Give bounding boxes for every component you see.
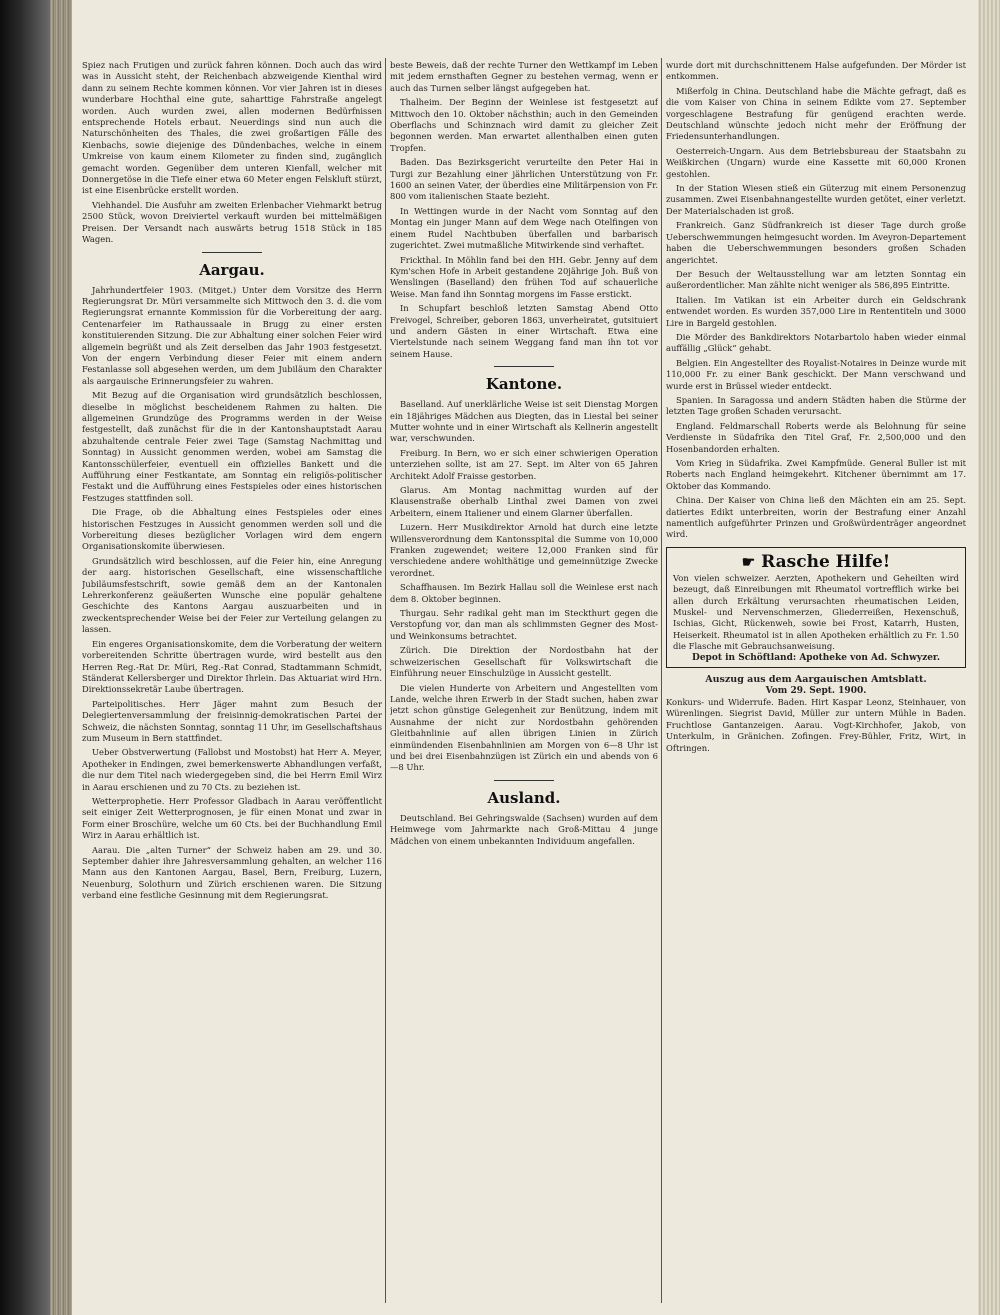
section-divider	[202, 252, 262, 253]
article-paragraph: In Schupfart beschloß letzten Samstag Abend Otto Freivogel, Schreiber, geboren 1863, unverheiratet, gutsituiert und andern Gästen in einer Wirtschaft. Etwa eine Viertelstunde nach seinem Weggang fand man ihn tot vor seinem Hause.	[390, 303, 658, 359]
column-2	[390, 60, 658, 1300]
article-paragraph: beste Beweis, daß der rechte Turner den Wettkampf im Leben mit jedem ernsthaften Gegner zu bestehen vermag, wenn er auch das Turnen selber längst aufgegeben hat.	[390, 60, 658, 93]
article-paragraph: Vom Krieg in Südafrika. Zwei Kampfmüde. General Buller ist mit Roberts nach England heimgekehrt. Kitchener übernimmt am 17. Oktober das Kommando.	[666, 458, 966, 491]
amtsblatt-heading: Auszug aus dem Aargauischen Amtsblatt.	[705, 674, 927, 686]
section-heading-aargau: Aargau.	[199, 260, 265, 279]
article-paragraph: Aarau. Die „alten Turner“ der Schweiz haben am 29. und 30. September dahier ihre Jahresversammlung gehalten, an welcher 116 Mann aus den Kantonen Aargau, Basel, Bern, Freiburg, Luzern, Neuenburg, Solothurn und Zürich erschienen waren. Die Sitzung verband eine festliche Gesinnung mit dem Regierungsrat.	[82, 844, 382, 901]
article-paragraph: Die vielen Hunderte von Arbeitern und Angestellten vom Lande, welche ihren Erwerb in der Stadt suchen, haben zwar jetzt schon günstige Gelegenheit zur Benützung, indem mit Ausnahme der nicht zur Nordostbahn gehörenden Gleitbahnlinie auf allen übrigen Linien in Zürich einmündenden Eisenbahnlinien am Morgen von 6—8 Uhr ist und bei drei Eisenbahnzügen ist Zürich ein und abends von 6—8 Uhr.	[390, 682, 658, 773]
article-paragraph: Thalheim. Der Beginn der Weinlese ist festgesetzt auf Mittwoch den 10. Oktober nächsthin; auch in den Gemeinden Oberflachs und Schinznach wird damit zu gleicher Zeit begonnen werden. Man erwartet allenthalben einen guten Tropfen.	[390, 97, 658, 153]
column-rule	[661, 58, 662, 1303]
column-3	[666, 60, 966, 1300]
article-paragraph: Der Besuch der Weltausstellung war am letzten Sonntag ein außerordentlicher. Man zählte nicht weniger als 586,895 Eintritte.	[666, 268, 966, 291]
advertisement-title	[673, 551, 959, 573]
article-paragraph: Spiez nach Frutigen und zurück fahren können. Doch auch das wird was in Aussicht steht, der Reichenbach abzweigende Kienthal wird dann zu seinem Rechte kommen können. Vor vier Jahren ist in dieses wunderbare Hochthal eine gute, saharttige Fahrstraße angelegt worden. Auch wurden zwei, allen modernen Bedürfnissen entsprechende Hotels erbaut. Neuerdings sind nun auch die Naturschönheiten des Thales, die zwei großartigen Fälle des Kienbachs, sowie diejenige des Dündenbaches, welche in einem Umkreise von kaum einem Kilometer zu finden sind, zugänglich gemacht worden. Gegenüber dem unteren Kienfall, welcher mit Donnergetöse in die Tiefe einer etwa 60 Meter engen Felskluft stürzt, ist eine Eisenbrücke erstellt worden.	[82, 60, 382, 196]
pointing-hand-icon: ☛	[741, 552, 756, 571]
article-paragraph: Frickthal. In Möhlin fand bei den HH. Gebr. Jenny auf dem Kym'schen Hofe in Arbeit gestandene 20jährige Joh. Buß von Wenslingen (Baselland) den frühen Tod auf schauerliche Weise. Man fand ihn Sonntag morgens im Fasse erstickt.	[390, 254, 658, 299]
article-paragraph: Die Mörder des Bankdirektors Notarbartolo haben wieder einmal auffällig „Glück“ gehabt.	[666, 331, 966, 354]
page-edge-right	[978, 0, 1000, 1315]
section-divider	[494, 780, 554, 781]
amtsblatt-body: Konkurs- und Widerrufe. Baden. Hirt Kaspar Leonz, Steinhauer, von Würenlingen. Siegrist David, Müller zur untern Mühle in Baden. Fruchtlose Gantanzeigen. Aarau. Vogt-Kirchhofer, Jakob, von Unterkulm, in Gränichen. Zofingen. Frey-Bühler, Fritz, Wirt, in Oftringen.	[666, 696, 966, 753]
article-paragraph: Parteipolitisches. Herr Jäger mahnt zum Besuch der Delegiertenversammlung der freisinnig-demokratischen Partei der Schweiz, die nächsten Sonntag, sonntag 11 Uhr, im Gesellschaftshaus zum Museum in Bern stattfindet.	[82, 698, 382, 743]
section-heading-ausland: Ausland.	[487, 788, 561, 807]
article-paragraph: Baden. Das Bezirksgericht verurteilte den Peter Hai in Turgi zur Bezahlung einer jährlichen Unterstützung von Fr. 1600 an seinen Vater, der überdies eine Militärpension von Fr. 800 vom italienischen Staate bezieht.	[390, 157, 658, 202]
article-paragraph: Luzern. Herr Musikdirektor Arnold hat durch eine letzte Willensverordnung dem Kantonsspital die Summe von 10,000 Franken zugewendet; weitere 12,000 Franken sind für verschiedene andere wohlthätige und gemeinnützige Zwecke verordnet.	[390, 522, 658, 578]
article-paragraph: England. Feldmarschall Roberts werde als Belohnung für seine Verdienste in Südafrika den Titel Graf, Fr. 2,500,000 und den Hosenbandorden erhalten.	[666, 420, 966, 454]
article-paragraph: Ueber Obstverwertung (Fallobst und Mostobst) hat Herr A. Meyer, Apotheker in Endingen, zwei bemerkenswerte Abhandlungen verfaßt, die nur dem Titel nach wiedergegeben sind, die bei Herrn Emil Wirz in Aarau erschienen und zu 70 Cts. zu beziehen ist.	[82, 747, 382, 792]
page-edge-left	[50, 0, 72, 1315]
article-paragraph: Deutschland. Bei Gehringswalde (Sachsen) wurden auf dem Heimwege vom Jahrmarkte nach Groß-Mittau 4 junge Mädchen von einem unbekannten Individuum angefallen.	[390, 812, 658, 846]
article-paragraph: Wetterprophetie. Herr Professor Gladbach in Aarau veröffentlicht seit einiger Zeit Wetterprognosen, je für einen Monat und zwar in Form einer Broschüre, welche um 60 Cts. bei der Buchhandlung Emil Wirz in Aarau erhältlich ist.	[82, 795, 382, 841]
advertisement-footer: Depot in Schöftland: Apotheke von Ad. Schwyzer.	[692, 652, 940, 663]
article-paragraph: Oesterreich-Ungarn. Aus dem Betriebsbureau der Staatsbahn zu Weißkirchen (Ungarn) wurde eine Kassette mit 60,000 Kronen gestohlen.	[666, 145, 966, 179]
article-paragraph: Italien. Im Vatikan ist ein Arbeiter durch ein Geldschrank entwendet worden. Es wurden 357,000 Lire in Rententiteln und 3000 Lire in Bargeld gestohlen.	[666, 294, 966, 328]
article-paragraph: Jahrhundertfeier 1903. (Mitget.) Unter dem Vorsitze des Herrn Regierungsrat Dr. Müri versammelte sich Mittwoch den 3. d. die vom Regierungsrat ernannte Kommission für die Vorbereitung der aarg. Centenarfeier im Rathaussaale in Brugg zu einer ersten konstituierenden Sitzung. Die zur Abhaltung einer solchen Feier wird allgemein begrüßt und als Zeit derselben das Jahr 1903 festgesetzt. Von der engern Verbindung dieser Feier mit einem andern Festanlasse soll abgesehen werden, um dem Jubiläum den Charakter als aargauische Erinnerungsfeier zu wahren.	[82, 284, 382, 386]
newspaper-page	[72, 0, 978, 1315]
article-paragraph: wurde dort mit durchschnittenem Halse aufgefunden. Der Mörder ist entkommen.	[666, 60, 966, 82]
article-paragraph: Viehhandel. Die Ausfuhr am zweiten Erlenbacher Viehmarkt betrug 2500 Stück, wovon Dreiviertel verkauft wurden bei mittelmäßigen Preisen. Der Versandt nach auswärts betrug 1518 Stück in 185 Wagen.	[82, 199, 382, 245]
article-paragraph: In der Station Wiesen stieß ein Güterzug mit einem Personenzug zusammen. Zwei Eisenbahnangestellte wurden getötet, einer verletzt. Der Materialschaden ist groß.	[666, 183, 966, 216]
article-paragraph: Spanien. In Saragossa und andern Städten haben die Stürme der letzten Tage großen Schaden verursacht.	[666, 394, 966, 417]
article-paragraph: Die Frage, ob die Abhaltung eines Festspieles oder eines historischen Festzuges in Aussicht genommen werden soll und die Vorbereitung dieses bezüglicher Vorlagen wird dem engern Organisationskomite überwiesen.	[82, 507, 382, 552]
book-binding	[0, 0, 50, 1315]
amtsblatt-date: Vom 29. Sept. 1900.	[765, 685, 867, 696]
article-paragraph: Frankreich. Ganz Südfrankreich ist dieser Tage durch große Ueberschwemmungen heimgesucht worden. Im Aveyron-Departement haben die Ueberschwemmungen besonders großen Schaden angerichtet.	[666, 220, 966, 265]
article-paragraph: Thurgau. Sehr radikal geht man im Steckthurt gegen die Verstopfung vor, dan man als schlimmsten Gegner des Most- und Weinkonsums betrachtet.	[390, 608, 658, 641]
article-paragraph: China. Der Kaiser von China ließ den Mächten ein am 25. Sept. datiertes Edikt unterbreiten, worin der Bestrafung einer Anzahl namentlich aufgeführter Prinzen und Großwürdenträger angeordnet wird.	[666, 495, 966, 540]
advertisement-box	[666, 547, 966, 668]
article-paragraph: In Wettingen wurde in der Nacht vom Sonntag auf den Montag ein junger Mann auf dem Wege nach Otelfingen von einem Rudel Nachtbuben überfallen und barbarisch zugerichtet. Zwei mutmaßliche Mitwirkende sind verhaftet.	[390, 205, 658, 251]
advertisement-body: Von vielen schweizer. Aerzten, Apothekern und Geheilten wird bezeugt, daß Einreibungen mit Rheumatol vortrefflich wirke bei allen durch Erkältung verursachten rheumatischen Leiden, Muskel- und Nervenschmerzen, Gliederreißen, Hexenschuß, Ischias, Gicht, Rückenweh, sowie bei Frost, Katarrh, Husten, Heiserkeit. Rheumatol ist in allen Apotheken erhältlich zu Fr. 1.50 die Flasche mit Gebrauchsanweisung.	[673, 572, 959, 652]
article-paragraph: Grundsätzlich wird beschlossen, auf die Feier hin, eine Anregung der aarg. historischen Gesellschaft, eine wissenschaftliche Jubiläumsfestschrift, sowie gemäß dem an der Kantonalen Lehrerkonferenz geäußerten Wunsche eine populär gehaltene Geschichte des Kantons Aargau auszuarbeiten und in zweckentsprechender Weise bei der Feier zur Verteilung gelangen zu lassen.	[82, 555, 382, 635]
column-rule	[385, 58, 386, 1303]
advertisement-title-text: Rasche Hilfe!	[761, 551, 891, 572]
section-heading-kantone: Kantone.	[485, 375, 563, 394]
article-paragraph: Zürich. Die Direktion der Nordostbahn hat der schweizerischen Gesellschaft für Volkswirtschaft die Einführung neuer Einschulzüge in Aussicht gestellt.	[390, 645, 658, 679]
article-paragraph: Glarus. Am Montag nachmittag wurden auf der Klausenstraße oberhalb Linthal zwei Damen von zwei Arbeitern, einem Italiener und einem Glarner überfallen.	[390, 485, 658, 518]
article-paragraph: Baselland. Auf unerklärliche Weise ist seit Dienstag Morgen ein 18jähriges Mädchen aus Diegten, das in Liestal bei seiner Mutter wohnte und in einer Wirtschaft als Kellnerin angestellt war, verschwunden.	[390, 399, 658, 444]
column-1	[82, 60, 382, 1300]
section-divider	[494, 366, 554, 367]
article-paragraph: Mit Bezug auf die Organisation wird grundsätzlich beschlossen, dieselbe in möglichst bescheidenem Rahmen zu halten. Die allgemeinen Grundzüge des Programms werden in der Weise festgestellt, daß zunächst für die in der Kantonshauptstadt Aarau abzuhaltende centrale Feier zwei Tage (Samstag Nachmittag und Sonntag) in Aussicht genommen werden, wobei am Samstag die Kantonsschülerfeier, eventuell ein offizielles Bankett und die Aufführung einer Festkantate, am Sonntag ein religiös-politischer Festakt und die Aufführung eines Festspieles oder eines historischen Festzuges stattfinden soll.	[82, 390, 382, 503]
article-paragraph: Ein engeres Organisationskomite, dem die Vorberatung der weitern vorbereitenden Schritte übertragen wurde, wird bestellt aus den Herren Reg.-Rat Dr. Müri, Reg.-Rat Conrad, Stadtammann Schmidt, Ständerat Kellersberger und Direktor Ihrlein. Das Aktuariat wird Hrn. Direktionssekretär Laube übertragen.	[82, 638, 382, 695]
article-paragraph: Schaffhausen. Im Bezirk Hallau soll die Weinlese erst nach dem 8. Oktober beginnen.	[390, 582, 658, 604]
article-paragraph: Belgien. Ein Angestellter des Royalist-Notaires in Deinze wurde mit 110,000 Fr. zu einer Bank geschickt. Der Mann verschwand und wurde erst in Brüssel wieder entdeckt.	[666, 357, 966, 391]
article-paragraph: Freiburg. In Bern, wo er sich einer schwierigen Operation unterziehen sollte, ist am 27. Sept. im Alter von 65 Jahren Architekt Adolf Fraisse gestorben.	[390, 447, 658, 481]
article-paragraph: Mißerfolg in China. Deutschland habe die Mächte gefragt, daß es die vom Kaiser von China in seinem Edikte vom 27. September vorgeschlagene Bestrafung für genügend erachten werde. Deutschland wünschte jedoch nicht mehr der Eröffnung der Friedensunterhandlungen.	[666, 85, 966, 142]
